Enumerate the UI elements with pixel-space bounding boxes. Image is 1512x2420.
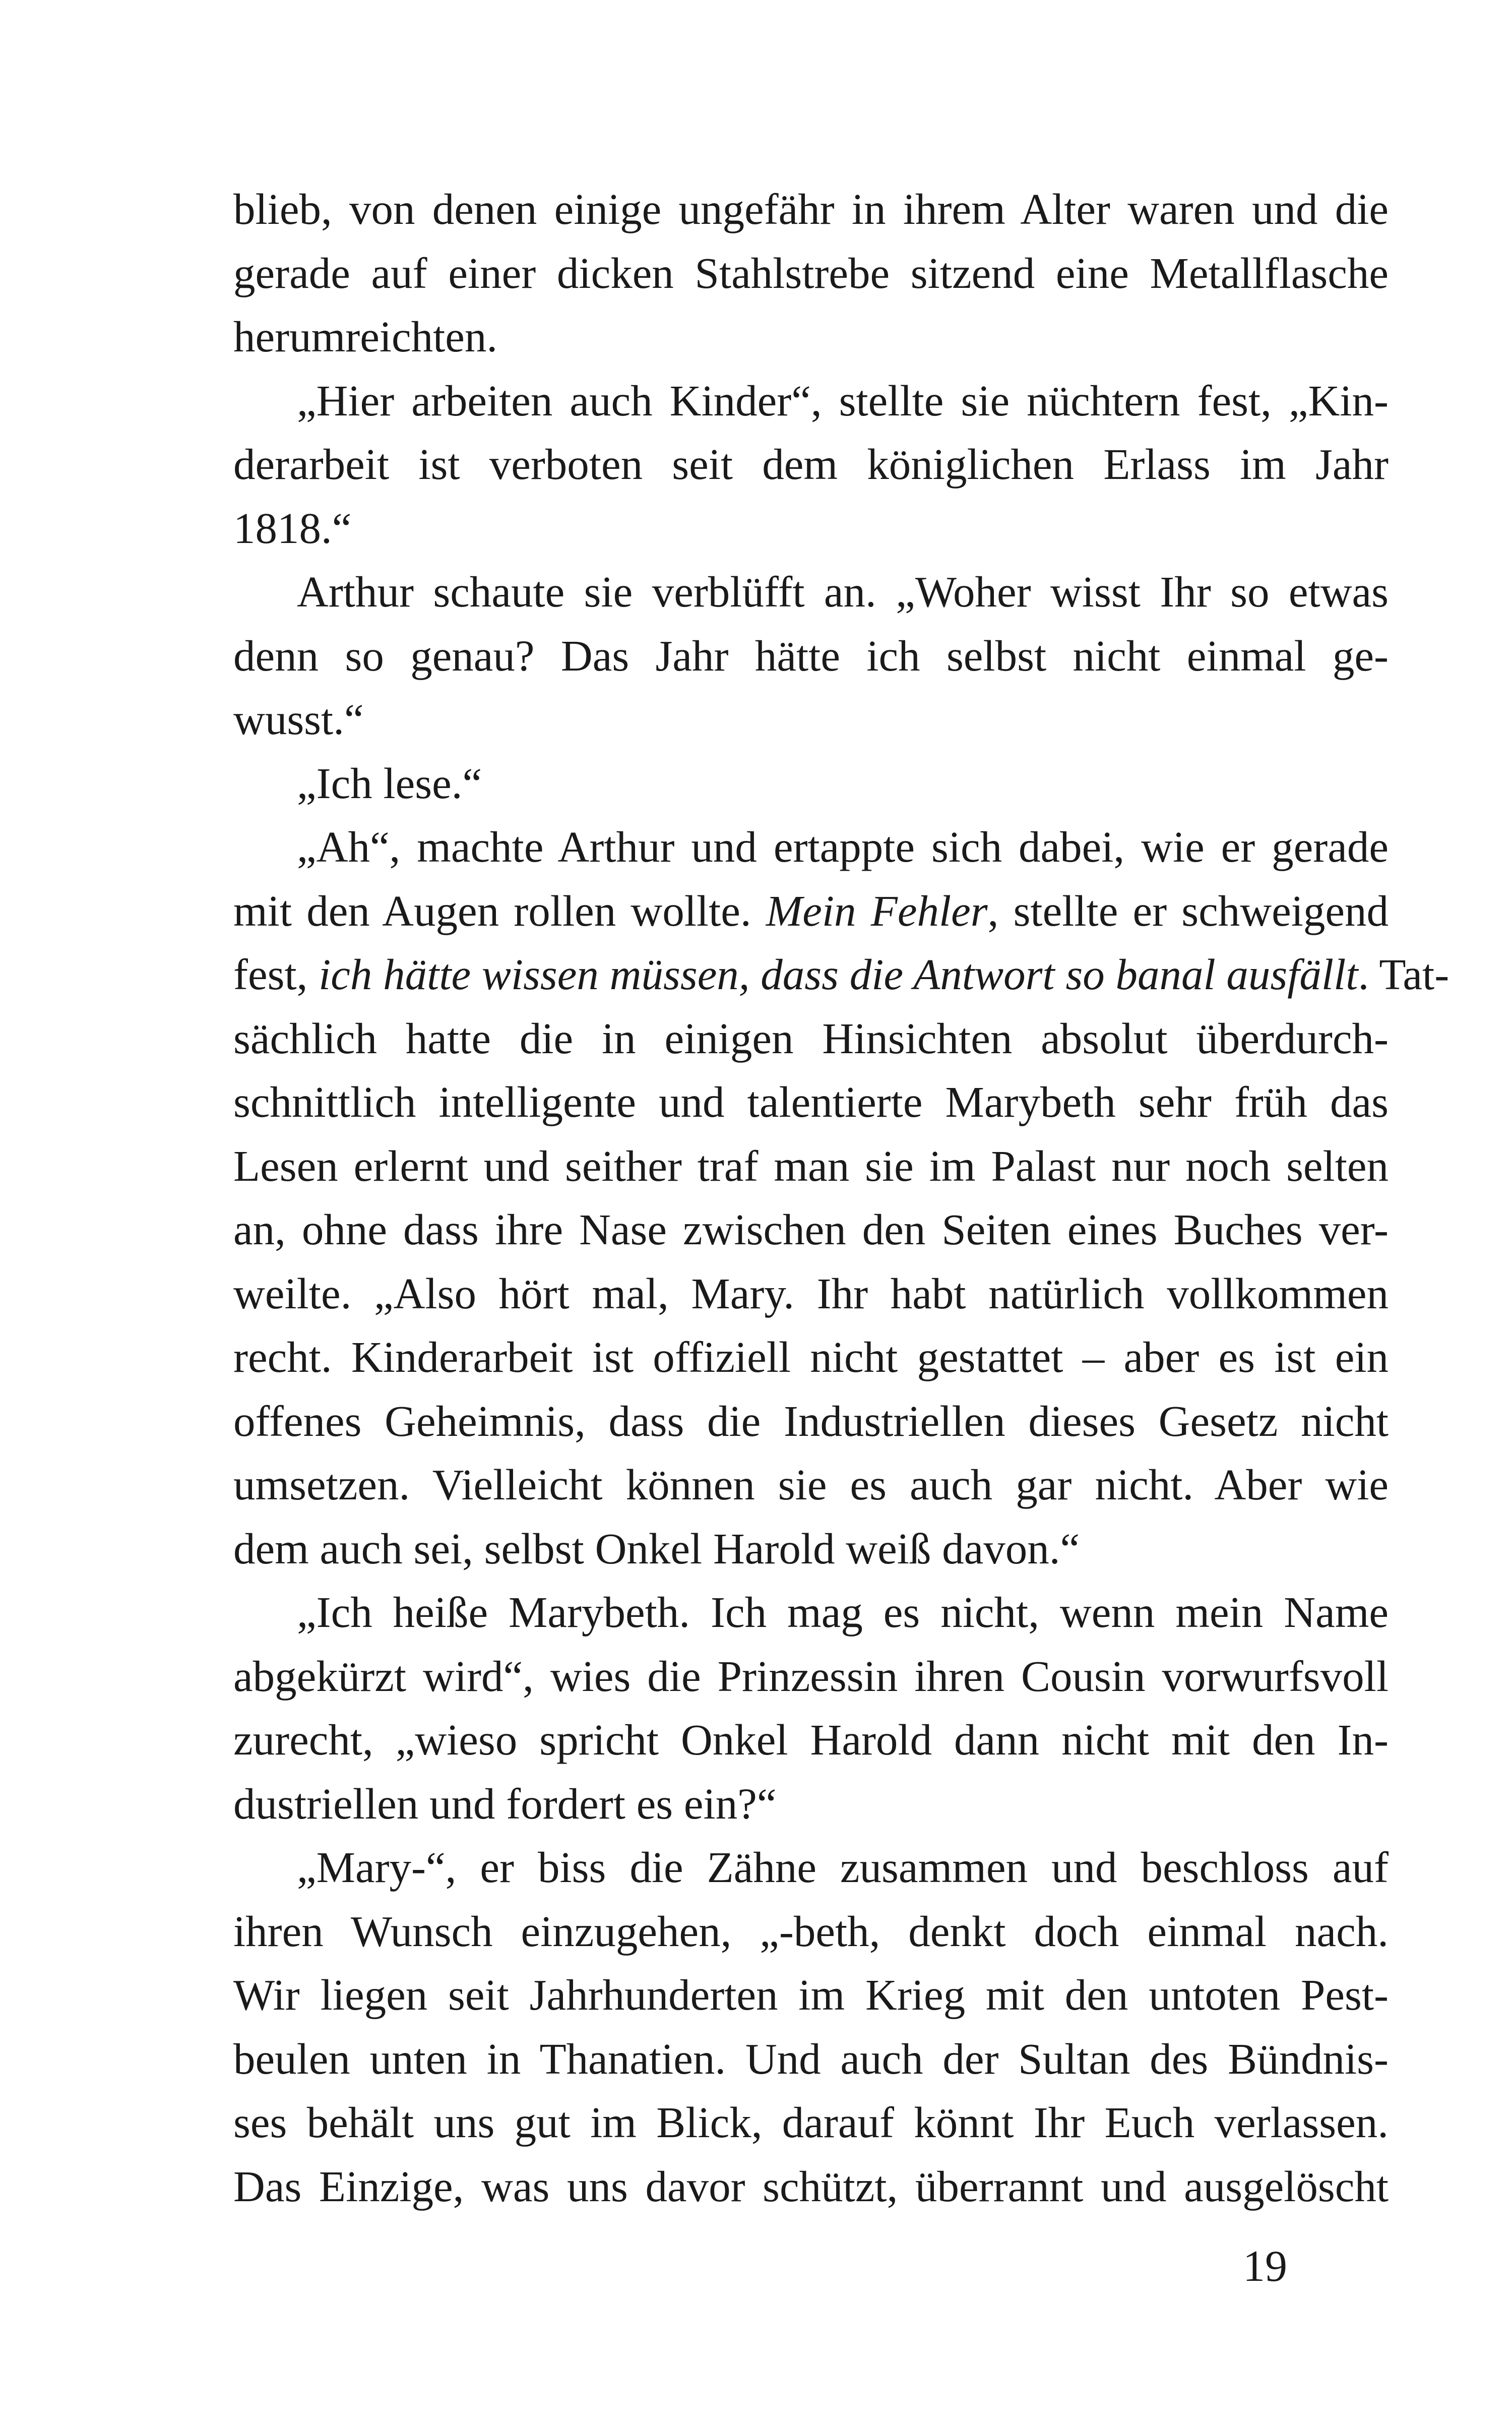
text-run: herumreichten.	[233, 312, 498, 361]
body-text	[233, 177, 1450, 2218]
page-number: 19	[1243, 2242, 1287, 2291]
text-line	[233, 2027, 1389, 2091]
text-run: blieb, von denen einige ungefähr in ihrem Alter waren und die	[233, 185, 1389, 233]
text-run: wusst.“	[233, 695, 364, 744]
text-run: recht. Kinderarbeit ist offiziell nicht gestattet – aber es ist ein	[233, 1333, 1389, 1381]
text-run: zurecht, „wieso spricht Onkel Harold dann nicht mit den In-	[233, 1715, 1389, 1764]
text-run: , stellte er schweigend	[987, 886, 1389, 935]
text-run: abgekürzt wird“, wies die Prinzessin ihren Cousin vorwurfsvoll	[233, 1651, 1389, 1701]
text-run: Wir liegen seit Jahrhunderten im Krieg mit den untoten Pest-	[233, 1970, 1389, 2019]
text-line	[233, 2091, 1389, 2155]
text-run: fest,	[233, 950, 319, 999]
text-run: . Tat-	[1358, 950, 1450, 999]
text-line	[233, 1262, 1389, 1326]
text-run: schnittlich intelligente und talentierte Marybeth sehr früh das	[233, 1077, 1389, 1126]
text-line	[233, 1963, 1389, 2027]
text-run: ihren Wunsch einzugehen, „-beth, denkt doch einmal nach.	[233, 1906, 1389, 1956]
text-run: umsetzen. Vielleicht können sie es auch gar nicht. Aber wie	[233, 1460, 1389, 1509]
italic-text: ich hätte wissen müssen, dass die Antwort so banal ausfällt	[319, 950, 1358, 999]
text-run: dustriellen und fordert es ein?“	[233, 1779, 777, 1828]
text-line	[233, 1772, 1389, 1836]
text-line	[233, 177, 1389, 241]
text-run: „Ich heiße Marybeth. Ich mag es nicht, wenn mein Name	[297, 1588, 1389, 1637]
text-run: gerade auf einer dicken Stahlstrebe sitzend eine Metallflasche	[233, 248, 1389, 297]
text-line	[233, 497, 1389, 561]
text-line	[233, 1453, 1389, 1517]
text-line	[233, 2155, 1389, 2219]
italic-text: Mein Fehler	[766, 886, 988, 935]
text-line	[233, 1007, 1389, 1071]
text-line	[233, 1900, 1389, 1964]
text-run: offenes Geheimnis, dass die Industriellen dieses Gesetz nicht	[233, 1396, 1389, 1445]
text-line	[233, 1389, 1389, 1454]
text-run: derarbeit ist verboten seit dem königlichen Erlass im Jahr	[233, 440, 1389, 489]
text-line	[233, 688, 1389, 752]
text-line	[233, 1134, 1389, 1198]
text-line	[233, 241, 1389, 306]
text-run: Arthur schaute sie verblüfft an. „Woher wisst Ihr so etwas	[297, 567, 1389, 616]
text-line	[233, 305, 1389, 369]
text-run: Das Einzige, was uns davor schützt, überrannt und ausgelöscht	[233, 2161, 1389, 2211]
text-line	[233, 560, 1389, 624]
text-run: 1818.“	[233, 503, 352, 553]
text-run: „Mary-“, er biss die Zähne zusammen und beschloss auf	[297, 1843, 1389, 1892]
text-line	[233, 1070, 1389, 1134]
text-run: dem auch sei, selbst Onkel Harold weiß davon.“	[233, 1524, 1080, 1573]
text-line	[233, 1836, 1389, 1900]
text-line	[233, 1581, 1389, 1645]
text-line	[233, 624, 1389, 688]
text-run: „Hier arbeiten auch Kinder“, stellte sie nüchtern fest, „Kin-	[297, 376, 1389, 425]
text-run: an, ohne dass ihre Nase zwischen den Seiten eines Buches ver-	[233, 1205, 1389, 1254]
text-run: denn so genau? Das Jahr hätte ich selbst nicht einmal ge-	[233, 631, 1389, 680]
text-line	[233, 1645, 1389, 1709]
text-run: „Ich lese.“	[297, 758, 482, 808]
text-run: beulen unten in Thanatien. Und auch der Sultan des Bündnis-	[233, 2034, 1389, 2083]
text-line	[233, 1708, 1389, 1772]
text-line	[233, 433, 1389, 497]
text-run: weilte. „Also hört mal, Mary. Ihr habt natürlich vollkommen	[233, 1268, 1389, 1318]
text-line	[233, 879, 1389, 943]
text-run: mit den Augen rollen wollte.	[233, 886, 766, 935]
text-run: ses behält uns gut im Blick, darauf könnt Ihr Euch verlassen.	[233, 2098, 1389, 2147]
text-run: sächlich hatte die in einigen Hinsichten absolut überdurch-	[233, 1013, 1389, 1063]
text-line	[233, 369, 1389, 433]
text-line	[233, 752, 1389, 816]
text-line	[233, 943, 1450, 1007]
text-run: „Ah“, machte Arthur und ertappte sich dabei, wie er gerade	[297, 822, 1389, 871]
text-line	[233, 1325, 1389, 1389]
text-run: Lesen erlernt und seither traf man sie im Palast nur noch selten	[233, 1141, 1389, 1190]
text-line	[233, 1517, 1389, 1581]
text-line	[233, 1198, 1389, 1262]
text-line	[233, 815, 1389, 879]
